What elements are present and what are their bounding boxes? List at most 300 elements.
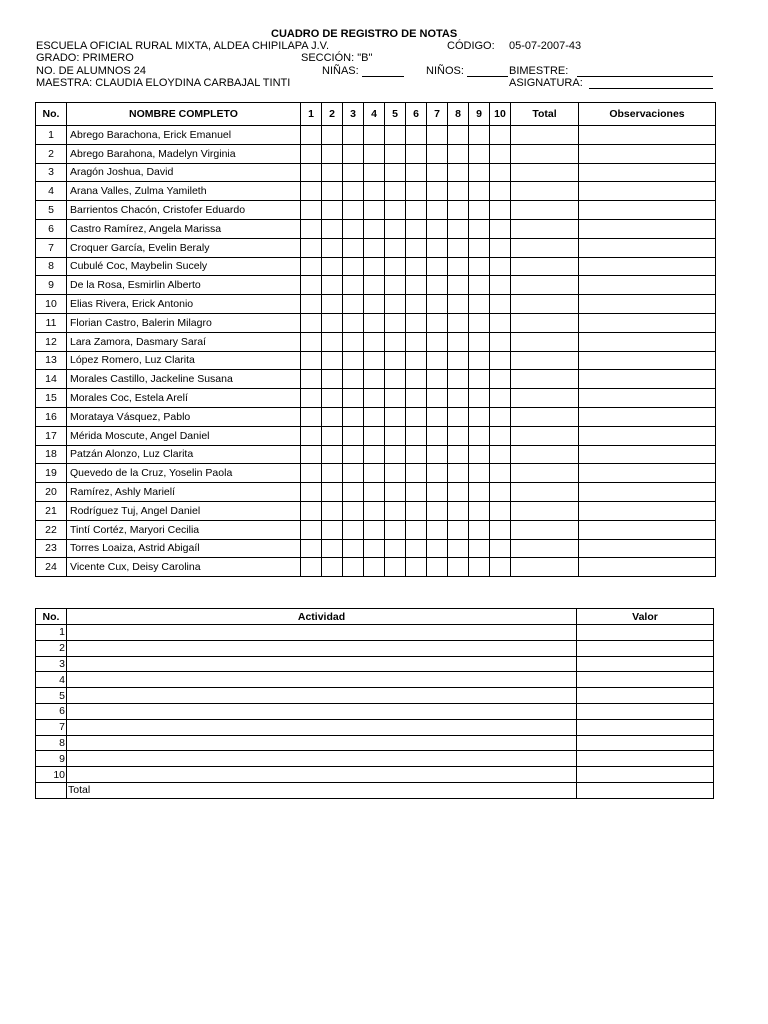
grade-cell-8[interactable] (448, 276, 469, 295)
grade-cell-5[interactable] (385, 126, 406, 145)
grade-cell-8[interactable] (448, 370, 469, 389)
total-cell[interactable] (511, 520, 579, 539)
total-cell[interactable] (511, 539, 579, 558)
grade-cell-5[interactable] (385, 539, 406, 558)
grade-cell-4[interactable] (364, 257, 385, 276)
grade-cell-2[interactable] (322, 313, 343, 332)
grade-cell-7[interactable] (427, 370, 448, 389)
grade-cell-10[interactable] (490, 558, 511, 577)
observaciones-cell[interactable] (579, 501, 716, 520)
grade-cell-5[interactable] (385, 351, 406, 370)
valor-total-cell[interactable] (577, 782, 714, 798)
grade-cell-4[interactable] (364, 370, 385, 389)
grade-cell-6[interactable] (406, 351, 427, 370)
grade-cell-10[interactable] (490, 445, 511, 464)
grade-cell-6[interactable] (406, 295, 427, 314)
grade-cell-1[interactable] (301, 182, 322, 201)
grade-cell-10[interactable] (490, 219, 511, 238)
grade-cell-4[interactable] (364, 464, 385, 483)
observaciones-cell[interactable] (579, 558, 716, 577)
grade-cell-3[interactable] (343, 144, 364, 163)
grade-cell-2[interactable] (322, 539, 343, 558)
grade-cell-8[interactable] (448, 182, 469, 201)
activity-cell[interactable] (67, 735, 577, 751)
grade-cell-9[interactable] (469, 483, 490, 502)
observaciones-cell[interactable] (579, 144, 716, 163)
grade-cell-5[interactable] (385, 558, 406, 577)
grade-cell-6[interactable] (406, 464, 427, 483)
total-cell[interactable] (511, 426, 579, 445)
grade-cell-7[interactable] (427, 276, 448, 295)
activity-cell[interactable] (67, 672, 577, 688)
grade-cell-8[interactable] (448, 351, 469, 370)
grade-cell-1[interactable] (301, 520, 322, 539)
grade-cell-7[interactable] (427, 426, 448, 445)
grade-cell-2[interactable] (322, 407, 343, 426)
grade-cell-3[interactable] (343, 539, 364, 558)
grade-cell-3[interactable] (343, 219, 364, 238)
grade-cell-1[interactable] (301, 445, 322, 464)
grade-cell-5[interactable] (385, 407, 406, 426)
grade-cell-5[interactable] (385, 332, 406, 351)
grade-cell-5[interactable] (385, 426, 406, 445)
grade-cell-4[interactable] (364, 407, 385, 426)
grade-cell-2[interactable] (322, 426, 343, 445)
grade-cell-2[interactable] (322, 483, 343, 502)
grade-cell-7[interactable] (427, 539, 448, 558)
grade-cell-6[interactable] (406, 182, 427, 201)
grade-cell-10[interactable] (490, 332, 511, 351)
total-cell[interactable] (511, 163, 579, 182)
grade-cell-10[interactable] (490, 539, 511, 558)
grade-cell-6[interactable] (406, 426, 427, 445)
grade-cell-2[interactable] (322, 182, 343, 201)
grade-cell-7[interactable] (427, 501, 448, 520)
grade-cell-5[interactable] (385, 163, 406, 182)
grade-cell-9[interactable] (469, 351, 490, 370)
grade-cell-5[interactable] (385, 144, 406, 163)
grade-cell-5[interactable] (385, 219, 406, 238)
grade-cell-2[interactable] (322, 201, 343, 220)
total-cell[interactable] (511, 389, 579, 408)
grade-cell-7[interactable] (427, 238, 448, 257)
grade-cell-10[interactable] (490, 126, 511, 145)
grade-cell-9[interactable] (469, 238, 490, 257)
grade-cell-9[interactable] (469, 276, 490, 295)
grade-cell-6[interactable] (406, 163, 427, 182)
valor-cell[interactable] (577, 640, 714, 656)
grade-cell-8[interactable] (448, 163, 469, 182)
grade-cell-2[interactable] (322, 520, 343, 539)
grade-cell-4[interactable] (364, 389, 385, 408)
grade-cell-10[interactable] (490, 295, 511, 314)
grade-cell-8[interactable] (448, 295, 469, 314)
grade-cell-2[interactable] (322, 257, 343, 276)
observaciones-cell[interactable] (579, 520, 716, 539)
grade-cell-4[interactable] (364, 351, 385, 370)
grade-cell-1[interactable] (301, 295, 322, 314)
grade-cell-10[interactable] (490, 389, 511, 408)
grade-cell-7[interactable] (427, 445, 448, 464)
grade-cell-1[interactable] (301, 201, 322, 220)
grade-cell-6[interactable] (406, 445, 427, 464)
observaciones-cell[interactable] (579, 389, 716, 408)
grade-cell-4[interactable] (364, 295, 385, 314)
total-cell[interactable] (511, 238, 579, 257)
grade-cell-1[interactable] (301, 389, 322, 408)
total-cell[interactable] (511, 295, 579, 314)
grade-cell-2[interactable] (322, 276, 343, 295)
grade-cell-10[interactable] (490, 201, 511, 220)
total-cell[interactable] (511, 126, 579, 145)
grade-cell-10[interactable] (490, 257, 511, 276)
grade-cell-3[interactable] (343, 313, 364, 332)
grade-cell-4[interactable] (364, 426, 385, 445)
grade-cell-6[interactable] (406, 201, 427, 220)
grade-cell-1[interactable] (301, 370, 322, 389)
observaciones-cell[interactable] (579, 163, 716, 182)
observaciones-cell[interactable] (579, 276, 716, 295)
grade-cell-7[interactable] (427, 332, 448, 351)
grade-cell-1[interactable] (301, 163, 322, 182)
valor-cell[interactable] (577, 751, 714, 767)
grade-cell-8[interactable] (448, 144, 469, 163)
grade-cell-4[interactable] (364, 501, 385, 520)
grade-cell-9[interactable] (469, 389, 490, 408)
grade-cell-5[interactable] (385, 313, 406, 332)
grade-cell-8[interactable] (448, 257, 469, 276)
grade-cell-3[interactable] (343, 445, 364, 464)
grade-cell-7[interactable] (427, 163, 448, 182)
grade-cell-2[interactable] (322, 464, 343, 483)
grade-cell-6[interactable] (406, 238, 427, 257)
grade-cell-3[interactable] (343, 276, 364, 295)
grade-cell-8[interactable] (448, 426, 469, 445)
total-cell[interactable] (511, 313, 579, 332)
grade-cell-2[interactable] (322, 163, 343, 182)
grade-cell-1[interactable] (301, 407, 322, 426)
grade-cell-7[interactable] (427, 407, 448, 426)
grade-cell-8[interactable] (448, 520, 469, 539)
grade-cell-9[interactable] (469, 464, 490, 483)
grade-cell-10[interactable] (490, 182, 511, 201)
grade-cell-3[interactable] (343, 370, 364, 389)
grade-cell-1[interactable] (301, 332, 322, 351)
observaciones-cell[interactable] (579, 464, 716, 483)
grade-cell-4[interactable] (364, 313, 385, 332)
grade-cell-2[interactable] (322, 238, 343, 257)
valor-cell[interactable] (577, 719, 714, 735)
grade-cell-3[interactable] (343, 201, 364, 220)
total-cell[interactable] (511, 407, 579, 426)
grade-cell-2[interactable] (322, 351, 343, 370)
grade-cell-7[interactable] (427, 219, 448, 238)
grade-cell-6[interactable] (406, 276, 427, 295)
grade-cell-10[interactable] (490, 464, 511, 483)
grade-cell-4[interactable] (364, 144, 385, 163)
grade-cell-1[interactable] (301, 313, 322, 332)
grade-cell-9[interactable] (469, 332, 490, 351)
grade-cell-4[interactable] (364, 126, 385, 145)
grade-cell-3[interactable] (343, 332, 364, 351)
grade-cell-8[interactable] (448, 389, 469, 408)
grade-cell-3[interactable] (343, 295, 364, 314)
grade-cell-6[interactable] (406, 520, 427, 539)
valor-cell[interactable] (577, 656, 714, 672)
grade-cell-10[interactable] (490, 501, 511, 520)
grade-cell-10[interactable] (490, 313, 511, 332)
grade-cell-10[interactable] (490, 520, 511, 539)
total-cell[interactable] (511, 201, 579, 220)
observaciones-cell[interactable] (579, 351, 716, 370)
observaciones-cell[interactable] (579, 370, 716, 389)
grade-cell-7[interactable] (427, 558, 448, 577)
valor-cell[interactable] (577, 625, 714, 641)
grade-cell-7[interactable] (427, 389, 448, 408)
grade-cell-4[interactable] (364, 445, 385, 464)
observaciones-cell[interactable] (579, 238, 716, 257)
grade-cell-2[interactable] (322, 144, 343, 163)
grade-cell-3[interactable] (343, 163, 364, 182)
grade-cell-1[interactable] (301, 219, 322, 238)
grade-cell-2[interactable] (322, 389, 343, 408)
grade-cell-5[interactable] (385, 257, 406, 276)
grade-cell-10[interactable] (490, 407, 511, 426)
grade-cell-5[interactable] (385, 238, 406, 257)
grade-cell-5[interactable] (385, 445, 406, 464)
total-cell[interactable] (511, 370, 579, 389)
grade-cell-9[interactable] (469, 445, 490, 464)
observaciones-cell[interactable] (579, 182, 716, 201)
grade-cell-2[interactable] (322, 219, 343, 238)
grade-cell-6[interactable] (406, 257, 427, 276)
activity-cell[interactable] (67, 767, 577, 783)
grade-cell-10[interactable] (490, 238, 511, 257)
grade-cell-9[interactable] (469, 539, 490, 558)
grade-cell-9[interactable] (469, 313, 490, 332)
grade-cell-3[interactable] (343, 351, 364, 370)
grade-cell-3[interactable] (343, 238, 364, 257)
grade-cell-5[interactable] (385, 501, 406, 520)
grade-cell-1[interactable] (301, 558, 322, 577)
grade-cell-6[interactable] (406, 558, 427, 577)
grade-cell-9[interactable] (469, 295, 490, 314)
observaciones-cell[interactable] (579, 257, 716, 276)
grade-cell-1[interactable] (301, 257, 322, 276)
grade-cell-9[interactable] (469, 370, 490, 389)
grade-cell-7[interactable] (427, 182, 448, 201)
grade-cell-3[interactable] (343, 483, 364, 502)
grade-cell-3[interactable] (343, 520, 364, 539)
activity-cell[interactable] (67, 751, 577, 767)
activity-cell[interactable] (67, 719, 577, 735)
grade-cell-6[interactable] (406, 332, 427, 351)
grade-cell-10[interactable] (490, 276, 511, 295)
valor-cell[interactable] (577, 767, 714, 783)
grade-cell-3[interactable] (343, 126, 364, 145)
grade-cell-1[interactable] (301, 501, 322, 520)
grade-cell-4[interactable] (364, 182, 385, 201)
activity-cell[interactable] (67, 703, 577, 719)
grade-cell-7[interactable] (427, 257, 448, 276)
grade-cell-4[interactable] (364, 201, 385, 220)
observaciones-cell[interactable] (579, 295, 716, 314)
grade-cell-4[interactable] (364, 163, 385, 182)
grade-cell-5[interactable] (385, 370, 406, 389)
grade-cell-5[interactable] (385, 276, 406, 295)
valor-cell[interactable] (577, 735, 714, 751)
grade-cell-9[interactable] (469, 182, 490, 201)
grade-cell-3[interactable] (343, 426, 364, 445)
grade-cell-1[interactable] (301, 483, 322, 502)
grade-cell-7[interactable] (427, 520, 448, 539)
total-cell[interactable] (511, 182, 579, 201)
grade-cell-10[interactable] (490, 163, 511, 182)
grade-cell-6[interactable] (406, 483, 427, 502)
grade-cell-10[interactable] (490, 426, 511, 445)
grade-cell-8[interactable] (448, 201, 469, 220)
grade-cell-8[interactable] (448, 313, 469, 332)
grade-cell-3[interactable] (343, 182, 364, 201)
grade-cell-3[interactable] (343, 407, 364, 426)
observaciones-cell[interactable] (579, 201, 716, 220)
grade-cell-8[interactable] (448, 539, 469, 558)
grade-cell-7[interactable] (427, 464, 448, 483)
grade-cell-6[interactable] (406, 126, 427, 145)
grade-cell-1[interactable] (301, 351, 322, 370)
grade-cell-6[interactable] (406, 313, 427, 332)
valor-cell[interactable] (577, 688, 714, 704)
grade-cell-6[interactable] (406, 539, 427, 558)
grade-cell-1[interactable] (301, 238, 322, 257)
grade-cell-6[interactable] (406, 389, 427, 408)
grade-cell-8[interactable] (448, 464, 469, 483)
observaciones-cell[interactable] (579, 483, 716, 502)
observaciones-cell[interactable] (579, 219, 716, 238)
grade-cell-9[interactable] (469, 407, 490, 426)
grade-cell-4[interactable] (364, 238, 385, 257)
grade-cell-2[interactable] (322, 445, 343, 464)
grade-cell-5[interactable] (385, 389, 406, 408)
grade-cell-9[interactable] (469, 558, 490, 577)
grade-cell-10[interactable] (490, 144, 511, 163)
grade-cell-9[interactable] (469, 257, 490, 276)
grade-cell-2[interactable] (322, 370, 343, 389)
grade-cell-7[interactable] (427, 351, 448, 370)
grade-cell-1[interactable] (301, 126, 322, 145)
activity-cell[interactable] (67, 688, 577, 704)
grade-cell-6[interactable] (406, 144, 427, 163)
grade-cell-6[interactable] (406, 219, 427, 238)
total-cell[interactable] (511, 445, 579, 464)
total-cell[interactable] (511, 332, 579, 351)
observaciones-cell[interactable] (579, 426, 716, 445)
grade-cell-2[interactable] (322, 558, 343, 577)
grade-cell-8[interactable] (448, 407, 469, 426)
grade-cell-8[interactable] (448, 558, 469, 577)
grade-cell-3[interactable] (343, 257, 364, 276)
grade-cell-7[interactable] (427, 295, 448, 314)
grade-cell-9[interactable] (469, 163, 490, 182)
grade-cell-3[interactable] (343, 464, 364, 483)
total-cell[interactable] (511, 219, 579, 238)
grade-cell-10[interactable] (490, 483, 511, 502)
grade-cell-4[interactable] (364, 558, 385, 577)
activity-cell[interactable] (67, 625, 577, 641)
total-cell[interactable] (511, 276, 579, 295)
grade-cell-2[interactable] (322, 126, 343, 145)
grade-cell-1[interactable] (301, 276, 322, 295)
grade-cell-5[interactable] (385, 182, 406, 201)
grade-cell-4[interactable] (364, 332, 385, 351)
grade-cell-7[interactable] (427, 201, 448, 220)
grade-cell-2[interactable] (322, 501, 343, 520)
grade-cell-9[interactable] (469, 219, 490, 238)
grade-cell-9[interactable] (469, 144, 490, 163)
grade-cell-7[interactable] (427, 144, 448, 163)
grade-cell-4[interactable] (364, 483, 385, 502)
grade-cell-7[interactable] (427, 126, 448, 145)
grade-cell-8[interactable] (448, 126, 469, 145)
grade-cell-1[interactable] (301, 144, 322, 163)
total-cell[interactable] (511, 144, 579, 163)
grade-cell-4[interactable] (364, 219, 385, 238)
observaciones-cell[interactable] (579, 313, 716, 332)
valor-cell[interactable] (577, 672, 714, 688)
grade-cell-8[interactable] (448, 238, 469, 257)
grade-cell-2[interactable] (322, 332, 343, 351)
grade-cell-4[interactable] (364, 520, 385, 539)
grade-cell-8[interactable] (448, 445, 469, 464)
grade-cell-3[interactable] (343, 501, 364, 520)
grade-cell-5[interactable] (385, 520, 406, 539)
grade-cell-9[interactable] (469, 126, 490, 145)
grade-cell-3[interactable] (343, 389, 364, 408)
grade-cell-4[interactable] (364, 276, 385, 295)
total-cell[interactable] (511, 351, 579, 370)
observaciones-cell[interactable] (579, 445, 716, 464)
grade-cell-6[interactable] (406, 370, 427, 389)
grade-cell-6[interactable] (406, 501, 427, 520)
grade-cell-9[interactable] (469, 426, 490, 445)
grade-cell-6[interactable] (406, 407, 427, 426)
grade-cell-9[interactable] (469, 520, 490, 539)
grade-cell-7[interactable] (427, 483, 448, 502)
grade-cell-8[interactable] (448, 483, 469, 502)
activity-cell[interactable] (67, 640, 577, 656)
grade-cell-9[interactable] (469, 501, 490, 520)
grade-cell-5[interactable] (385, 464, 406, 483)
grade-cell-8[interactable] (448, 219, 469, 238)
total-cell[interactable] (511, 558, 579, 577)
grade-cell-3[interactable] (343, 558, 364, 577)
observaciones-cell[interactable] (579, 332, 716, 351)
grade-cell-5[interactable] (385, 483, 406, 502)
grade-cell-4[interactable] (364, 539, 385, 558)
grade-cell-1[interactable] (301, 426, 322, 445)
grade-cell-1[interactable] (301, 539, 322, 558)
grade-cell-7[interactable] (427, 313, 448, 332)
grade-cell-2[interactable] (322, 295, 343, 314)
activity-cell[interactable] (67, 656, 577, 672)
grade-cell-5[interactable] (385, 201, 406, 220)
observaciones-cell[interactable] (579, 126, 716, 145)
grade-cell-8[interactable] (448, 332, 469, 351)
grade-cell-1[interactable] (301, 464, 322, 483)
total-cell[interactable] (511, 483, 579, 502)
grade-cell-5[interactable] (385, 295, 406, 314)
grade-cell-9[interactable] (469, 201, 490, 220)
